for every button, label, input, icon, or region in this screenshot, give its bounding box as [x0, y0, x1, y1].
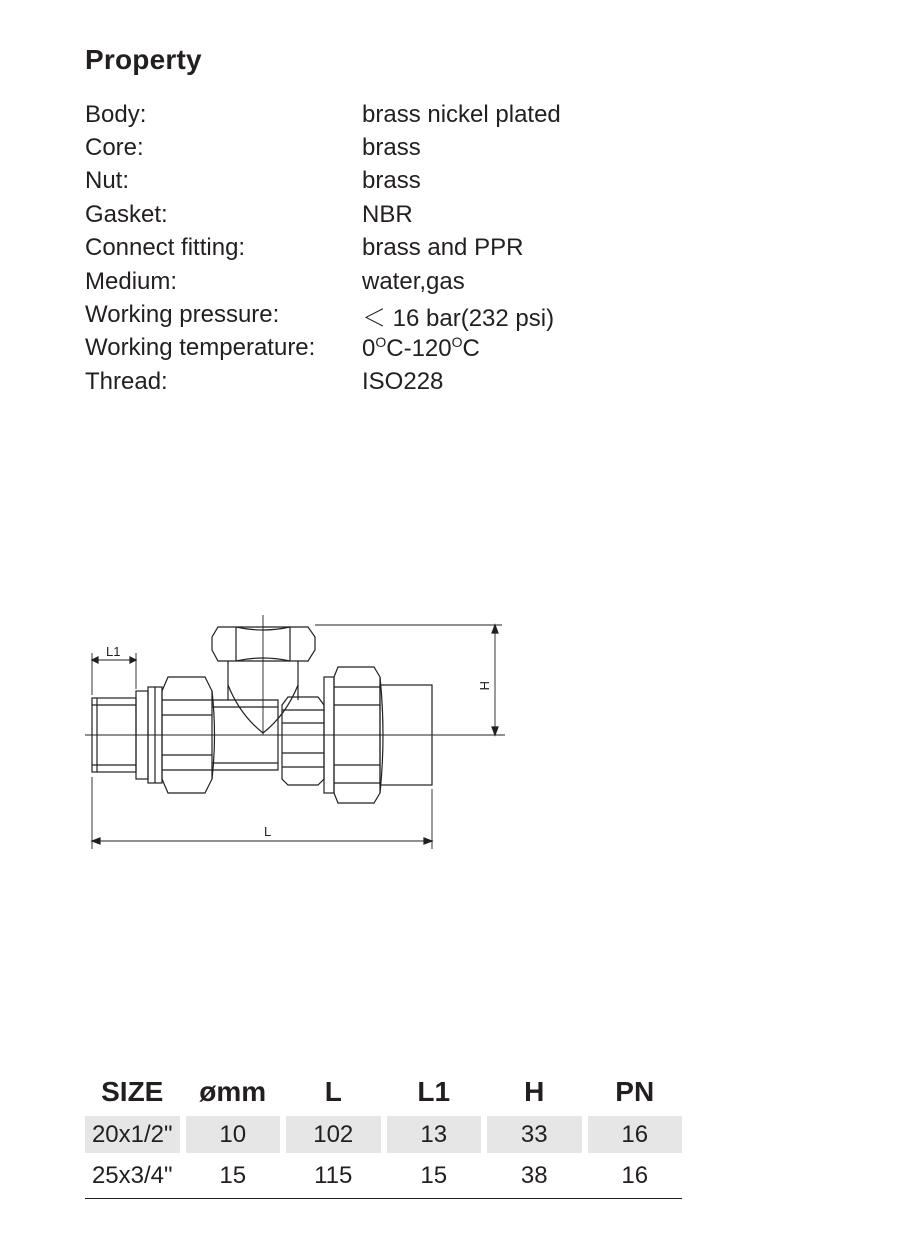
property-row: [85, 265, 645, 298]
table-cell: 15: [219, 1161, 247, 1189]
table-bottom-rule: [85, 1198, 682, 1199]
table-cell: 115: [314, 1161, 353, 1189]
property-label: Nut:: [85, 167, 130, 195]
column-header: SIZE: [101, 1076, 164, 1107]
property-label: Medium:: [85, 267, 178, 295]
table-cell: 33: [487, 1116, 582, 1153]
property-label: Core:: [85, 134, 144, 162]
property-value: water,gas: [362, 267, 465, 295]
property-label: Working pressure:: [85, 301, 280, 329]
dimension-label-l1: L1: [106, 644, 121, 659]
column-header: ømm: [199, 1076, 267, 1107]
property-label: Body:: [85, 100, 147, 128]
table-header-row: [85, 1072, 682, 1112]
dimension-label-l: L: [264, 824, 272, 839]
column-header: PN: [615, 1076, 655, 1107]
property-label: Thread:: [85, 367, 168, 395]
property-value: brass and PPR: [362, 234, 524, 262]
valve-technical-drawing: [80, 605, 520, 865]
property-row: [85, 198, 645, 231]
table-cell: 102: [286, 1116, 381, 1153]
page-title: Property: [85, 44, 202, 75]
degree-mark: O: [375, 333, 387, 350]
property-list: [85, 98, 645, 399]
property-row: [85, 232, 645, 265]
property-value: ISO228: [362, 367, 444, 395]
property-value: NBR: [362, 200, 413, 228]
table-row: [85, 1157, 682, 1194]
table-row: [85, 1116, 682, 1153]
spec-table: [79, 1068, 688, 1198]
property-label: Working temperature:: [85, 334, 316, 362]
property-value: brass: [362, 167, 421, 195]
table-cell: 38: [520, 1161, 548, 1189]
property-value: brass nickel plated: [362, 100, 561, 128]
table-cell: 13: [387, 1116, 482, 1153]
degree-mark: O: [451, 333, 463, 350]
table-cell: 20x1/2": [85, 1116, 180, 1153]
property-row: [85, 298, 645, 331]
table-cell: 25x3/4": [91, 1161, 173, 1189]
property-label: Connect fitting:: [85, 234, 246, 262]
temp-min-value: 0: [362, 334, 376, 362]
property-row: [85, 332, 645, 365]
column-header: L: [324, 1076, 342, 1107]
spec-table-container: [79, 1068, 688, 1198]
property-label: Gasket:: [85, 200, 168, 228]
property-row: [85, 165, 645, 198]
dimension-label-h: H: [477, 681, 492, 691]
temp-range-text: C-120: [386, 334, 452, 362]
property-row: [85, 131, 645, 164]
column-header: L1: [417, 1076, 451, 1107]
property-value-temperature: [362, 334, 480, 363]
property-value: ＜ 16 bar(232 psi): [362, 304, 555, 332]
property-value: brass: [362, 134, 421, 162]
temp-unit: C: [462, 334, 480, 362]
table-cell: 16: [588, 1116, 683, 1153]
table-cell: 15: [420, 1161, 448, 1189]
property-row: [85, 365, 645, 398]
table-cell: 16: [621, 1161, 649, 1189]
column-header: H: [524, 1076, 545, 1107]
property-row: [85, 98, 645, 131]
table-cell: 10: [186, 1116, 281, 1153]
